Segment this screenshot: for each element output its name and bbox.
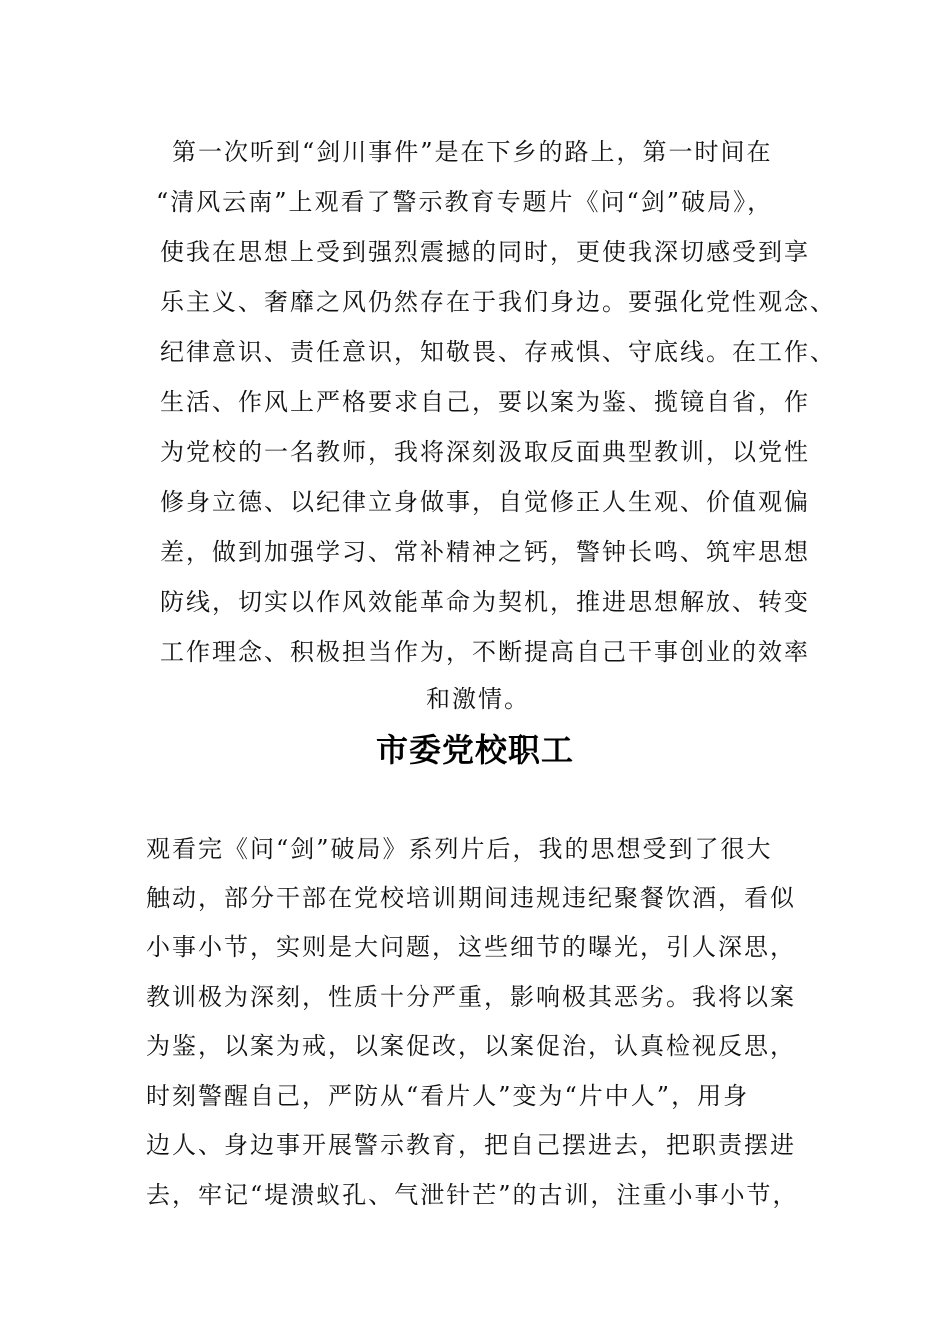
paragraph-2-line: 教训极为深刻，性质十分严重，影响极其恶劣。我将以案 [146,983,796,1011]
paragraph-2-line: 小事小节，实则是大问题，这些细节的曝光，引人深思， [146,933,796,961]
paragraph-1-line: 使我在思想上受到强烈震撼的同时，更使我深切感受到享 [160,238,810,266]
paragraph-2-line: 为鉴，以案为戒，以案促改，以案促治，认真检视反思， [146,1032,796,1060]
paragraph-2-line: 观看完《问“剑”破局》系列片后，我的思想受到了很大 [146,835,773,863]
paragraph-1-line: 修身立德、以纪律立身做事，自觉修正人生观、价值观偏 [160,488,810,516]
paragraph-1-line: 乐主义、奢靡之风仍然存在于我们身边。要强化党性观念、 [160,288,836,316]
paragraph-1-line: 生活、作风上严格要求自己，要以案为鉴、揽镜自省，作 [160,388,810,416]
paragraph-1-line: 工作理念、积极担当作为，不断提高自己干事创业的效率 [160,638,810,666]
paragraph-1-line: 第一次听到“剑川事件”是在下乡的路上，第一时间在 [172,138,773,166]
paragraph-2-line: 边人、身边事开展警示教育，把自己摆进去，把职责摆进 [146,1131,796,1159]
section-heading: 市委党校职工 [375,731,574,769]
paragraph-1-line: 差，做到加强学习、常补精神之钙，警钟长鸣、筑牢思想 [160,538,810,566]
paragraph-2-line: 去，牢记“堤溃蚁孔、气泄针芒”的古训，注重小事小节， [146,1181,799,1209]
paragraph-1-line: 纪律意识、责任意识，知敬畏、存戒惧、守底线。在工作、 [160,338,836,366]
paragraph-2-line: 时刻警醒自己，严防从“看片人”变为“片中人”，用身 [146,1082,750,1110]
paragraph-1-line: 防线，切实以作风效能革命为契机，推进思想解放、转变 [160,588,810,616]
paragraph-1-line: 和激情。 [426,685,530,713]
paragraph-1-line: 为党校的一名教师，我将深刻汲取反面典型教训，以党性 [160,438,810,466]
paragraph-1-line: “清风云南”上观看了警示教育专题片《问“剑”破局》， [156,188,774,216]
paragraph-2-line: 触动，部分干部在党校培训期间违规违纪聚餐饮酒，看似 [146,884,796,912]
